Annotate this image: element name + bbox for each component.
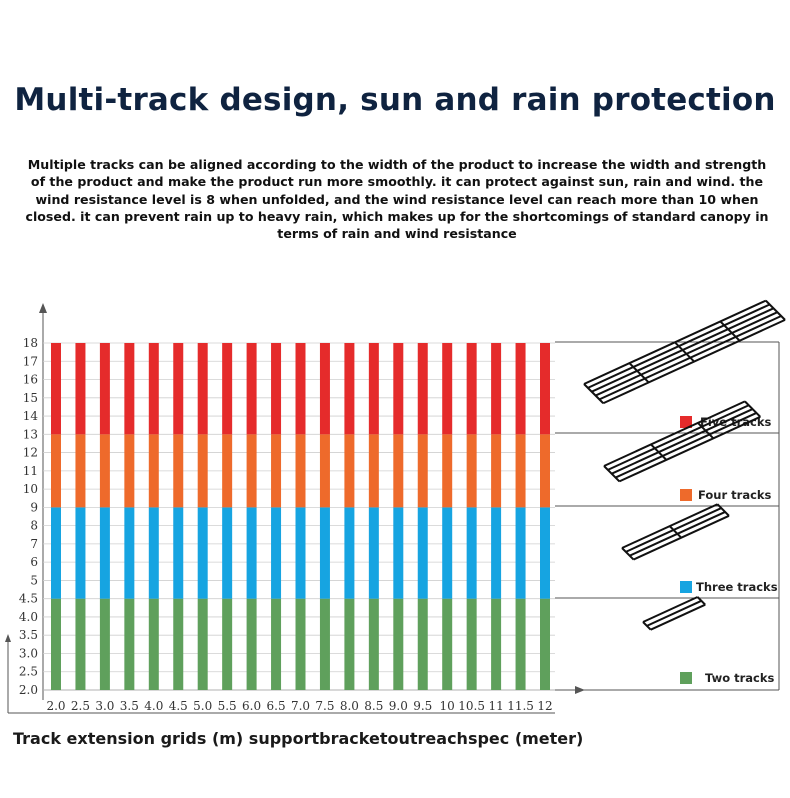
four-tracks-label: Four tracks [698,488,772,502]
bar-segment [75,599,85,690]
x-tick-label: 12 [537,699,553,713]
bar-segment [271,507,281,598]
y-tick-label: 13 [22,427,38,442]
bar-segment [320,343,330,434]
bar-segment [198,599,208,690]
y-tick-label: 14 [22,409,38,424]
bar-segment [222,343,232,434]
bar-segment [51,343,61,434]
bar-segment [124,343,134,434]
bar-segment [51,599,61,690]
bar-segment [393,507,403,598]
bar-segment [516,343,526,434]
bar-segment [222,507,232,598]
y-tick-label: 9 [30,500,38,515]
x-tick-label: 5.5 [217,699,237,713]
bar-segment [75,434,85,507]
bar-segment [344,507,354,598]
x-tick-label: 6.5 [266,699,286,713]
x-tick-label: 9.5 [413,699,433,713]
grid-rail [608,405,749,470]
grid-rail [651,605,706,630]
bar-segment [124,434,134,507]
bar-segment [124,507,134,598]
x-axis-label: Track extension grids (m) supportbracketoutreachspec (meter) [13,729,584,748]
two-tracks-label: Two tracks [705,671,775,685]
grid-rail [643,597,698,622]
bar-segment [51,434,61,507]
bar-segment [100,599,110,690]
x-tick-label: 4.0 [144,699,164,713]
y-tick-label: 3.0 [18,646,38,661]
bar-segment [173,507,183,598]
x-tick-label: 10.5 [458,699,486,713]
y-tick-label: 15 [22,390,38,405]
bar-segment [491,434,501,507]
description-text: Multiple tracks can be aligned according to the width of the product to increase the width and strength of the product and make the product run more smoothly. it can protect against sun, rain and wind. the wind resistance level is 8 when unfolded, and the wind resistance level can reach more than 10 when closed. it can prevent rain up to heavy rain, which makes up for the shortcomings of standard canopy in terms of rain and wind resistance [25,157,769,242]
bar-segment [296,507,306,598]
bar-segment [271,599,281,690]
bar-segment [100,343,110,434]
bar-segment [393,599,403,690]
bar-segment [296,434,306,507]
x-tick-label: 3.5 [119,699,139,713]
five-track-grid-icon [584,301,785,404]
bar-segment [124,599,134,690]
three-track-grid-icon [622,504,729,559]
bar-segment [149,599,159,690]
bar-segment [418,507,428,598]
y-tick-label: 12 [22,445,38,460]
bar-segment [198,343,208,434]
page-title: Multi-track design, sun and rain protection [14,82,776,118]
bar-segment [51,507,61,598]
bar-segment [173,599,183,690]
bars [51,343,550,690]
y-tick-label: 11 [22,463,38,478]
bar-segment [467,434,477,507]
two-track-grid-icon [643,597,705,630]
y-tick-label: 2.5 [18,664,38,679]
bar-segment [320,599,330,690]
y-tick-label: 5 [30,573,38,588]
bar-segment [296,599,306,690]
y-tick-label: 8 [30,518,38,533]
bar-segment [222,434,232,507]
bar-segment [467,507,477,598]
bar-segment [369,343,379,434]
bar-segment [247,434,257,507]
bar-segment [149,343,159,434]
y-tick-label: 6 [30,555,38,570]
bar-segment [418,434,428,507]
bar-segment [393,434,403,507]
x-tick-label: 3.0 [95,699,115,713]
bar-segment [75,507,85,598]
four-track-grid-icon [604,401,760,481]
bar-segment [491,599,501,690]
four-tracks-swatch [680,489,692,501]
bar-segment [173,434,183,507]
y-tick-label: 4.5 [18,591,38,606]
bar-segment [247,507,257,598]
y-tick-label: 4.0 [18,609,38,624]
two-tracks-swatch [680,672,692,684]
y-tick-labels [19,336,38,697]
x-tick-label: 7.0 [290,699,311,713]
bar-segment [540,343,550,434]
x-tick-label: 10 [439,699,455,713]
bar-segment [222,599,232,690]
y-tick-label: 18 [22,336,38,350]
bar-segment [418,599,428,690]
bar-segment [247,599,257,690]
x-tick-label: 6.0 [242,699,262,713]
bar-segment [247,343,257,434]
bar-segment [467,599,477,690]
x-tick-labels [46,699,552,713]
bar-segment [320,434,330,507]
x-tick-label: 7.5 [315,699,335,713]
three-tracks-swatch [680,581,692,593]
bar-segment [442,599,452,690]
bar-segment [198,434,208,507]
x-tick-label: 8.0 [339,699,359,713]
bar-segment [418,343,428,434]
y-tick-label: 10 [22,482,38,497]
bar-segment [296,343,306,434]
x-tick-label: 4.5 [168,699,188,713]
bar-segment [344,343,354,434]
bar-segment [540,507,550,598]
bar-segment [100,507,110,598]
grid-rail [603,320,785,403]
y-axis-arrow-small-icon [5,634,11,642]
three-tracks-label: Three tracks [696,580,778,594]
five-tracks-label: Five tracks [700,415,772,429]
y-tick-label: 16 [22,372,38,387]
bar-segment [344,599,354,690]
x-tick-label: 8.5 [364,699,384,713]
bar-segment [320,507,330,598]
bar-segment [149,434,159,507]
grid-rail [647,601,702,626]
bar-segment [75,343,85,434]
bar-segment [491,343,501,434]
bar-segment [369,507,379,598]
bar-segment [516,507,526,598]
y-tick-label: 7 [30,536,38,551]
bar-segment [540,434,550,507]
x-tick-label: 2.5 [70,699,90,713]
legend-panel [555,301,785,690]
y-tick-label: 3.5 [18,628,38,643]
x-tick-label: 9.0 [388,699,408,713]
bar-segment [442,507,452,598]
bar-segment [173,343,183,434]
bar-segment [271,343,281,434]
bar-segment [271,434,281,507]
grid-crossbar [643,622,651,630]
x-tick-label: 11.5 [507,699,534,713]
bar-segment [198,507,208,598]
bar-segment [467,343,477,434]
bar-segment [393,343,403,434]
x-tick-label: 5.0 [193,699,213,713]
bar-segment [149,507,159,598]
y-tick-label: 17 [22,354,38,369]
y-axis-arrow-icon [39,303,47,313]
bar-segment [516,434,526,507]
bar-segment [369,599,379,690]
x-tick-label: 11 [488,699,504,713]
x-tick-label: 2.0 [46,699,66,713]
bar-segment [516,599,526,690]
track-chart [0,290,790,720]
bar-segment [369,434,379,507]
y-tick-label: 2.0 [18,683,38,697]
bar-segment [491,507,501,598]
bar-segment [442,343,452,434]
bar-segment [442,434,452,507]
bar-segment [540,599,550,690]
bar-segment [100,434,110,507]
bar-segment [344,434,354,507]
